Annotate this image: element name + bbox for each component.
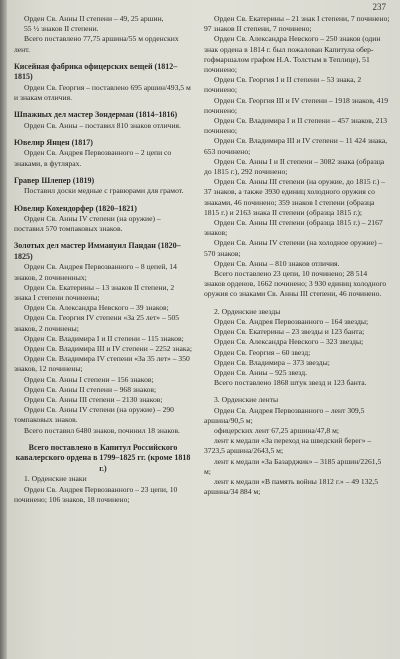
page-number: 237 xyxy=(372,2,386,12)
text-line: Орден Св. Анны IV степени (на холодное оружие) – 570 знаков; xyxy=(204,238,383,258)
section-heading: Золотых дел мастер Иммануил Пандан (1820–1825) xyxy=(14,241,181,261)
left-block xyxy=(14,241,192,435)
text-line: Орден Св. Анны II степени – 968 знаков; xyxy=(24,384,157,394)
text-line: Орден Св. Андрея Первозванного – 23 цепи, 10 починено; 106 знаков, 18 починено; xyxy=(14,484,178,504)
right-block xyxy=(204,307,390,389)
text-line: Орден Св. Анны III степени – 2130 знаков; xyxy=(24,395,163,405)
right-block xyxy=(204,14,390,300)
text-line: Орден Св. Анны III степени (образца 1815 г.) – 2167 знаков; xyxy=(204,218,383,238)
text-line: Орден Св. Владимира I и II степени – 457 знаков, 213 починено; xyxy=(204,116,388,136)
text-line: Орден Св. Владимира IV степени «За 35 лет» – 350 знаков, 12 починены; xyxy=(14,354,190,374)
text-line: офицерских лент 67,25 аршина/47,8 м; xyxy=(214,425,339,435)
text-line: Орден Св. Владимира III и IV степени – 11 424 знака, 653 починено; xyxy=(204,136,388,156)
text-line: Орден Св. Георгия – поставлено 695 аршин/493,5 м и знакам отличия. xyxy=(14,82,191,103)
text-line: Орден Св. Анны – 925 звезд. xyxy=(214,367,308,377)
text-line: 2. Орденские звезды xyxy=(214,306,281,316)
left-block xyxy=(14,62,192,103)
text-line: Всего поставлено 23 цепи, 10 починено; 28 514 знаков орденов, 1662 починено; 3 930 единиц холодного оружия со знаками Св. Анны III степени, 46 починено. xyxy=(204,269,387,299)
left-column xyxy=(14,14,192,512)
text-line: Орден Св. Александра Невского – 39 знаков; xyxy=(24,303,169,313)
right-block xyxy=(204,395,390,497)
text-line: Всего поставлено 1868 штук звезд и 123 банта. xyxy=(214,378,367,388)
text-line: Орден Св. Александра Невского – 323 звезды; xyxy=(214,337,364,347)
text-line: Орден Св. Екатерины – 23 звезды и 123 банта; xyxy=(214,327,365,337)
left-block xyxy=(14,176,192,197)
text-line: лент к медали «В память войны 1812 г.» – 49 132,5 аршина/34 884 м; xyxy=(204,476,378,497)
left-block xyxy=(14,443,192,505)
text-line: Орден Св. Анны IV степени (на оружие) – 290 томпаковых знаков. xyxy=(14,405,174,425)
text-line: Всего поставил 6480 знаков, починил 18 знаков. xyxy=(24,425,180,435)
text-line: Орден Св. Владимира I и II степени – 115 знаков; xyxy=(24,333,184,343)
text-line: Орден Св. Анны II степени – 49, 25 аршин, xyxy=(24,14,164,23)
text-line: Всего поставлено 77,75 аршина/55 м орденских лент. xyxy=(14,34,179,54)
text-line: Орден Св. Анны I степени – 156 знаков; xyxy=(24,374,154,384)
text-line: Орден Св. Екатерины – 21 знак I степени, 7 починено; 97 знаков II степени, 7 починено; xyxy=(204,14,390,34)
left-block xyxy=(14,110,192,131)
text-line: Орден Св. Георгия I и II степени – 53 знака, 2 починено; xyxy=(204,75,362,95)
left-block xyxy=(14,138,192,169)
text-line: 1. Орденские знаки xyxy=(24,474,87,484)
section-heading: Ювелир Кохендорфер (1820–1821) xyxy=(14,203,137,213)
section-heading: Шпажных дел мастер Зондерман (1814–1816) xyxy=(14,110,178,120)
left-block xyxy=(14,204,192,235)
text-line: 55 ½ знаков II степени. xyxy=(24,24,99,34)
text-line: лент к медали «За переход на шведский берег» – 3723,5 аршина/2643,5 м; xyxy=(204,436,372,456)
section-heading: Гравер Шлепер (1819) xyxy=(14,175,95,185)
text-line: Орден Св. Александра Невского – 250 знаков (один знак ордена в 1814 г. был пожалован Капитула обер-гофмаршалом графом Н.А. Толстым в Теплице), 51 починено; xyxy=(204,34,381,75)
text-line: Орден Св. Андрея Первозванного – 2 цепи со знаками, в футлярах. xyxy=(14,148,172,168)
text-line: Орден Св. Георгия III и IV степени – 1918 знаков, 419 починено; xyxy=(204,95,388,115)
text-line: Орден Св. Андрея Первозванного – 8 цепей, 14 знаков, 2 починенных; xyxy=(14,262,177,282)
text-line: лент к медали «За Базарджик» – 3185 аршин/2261,5 м; xyxy=(204,456,382,476)
text-line: Орден Св. Георгия IV степени «За 25 лет» – 505 знаков, 2 починены; xyxy=(14,313,180,333)
text-line: Поставил доски медные с гравюрами для грамот. xyxy=(24,186,184,196)
text-line: Орден Св. Анны III степени (на оружие, до 1815 г.) – 37 знаков, а также 3930 единиц холодного оружия со знаками, 46 починено; 359 знаков I степени (образца 1815 г.) и 2163 знака II степени (образца 1815 г.); xyxy=(204,177,385,217)
text-line: 3. Орденские ленты xyxy=(214,395,279,405)
text-line: Орден Св. Анны IV степени (на оружие) – поставил 570 томпаковых знаков. xyxy=(14,214,161,234)
section-heading: Всего поставлено в Капитул Российского кавалерского ордена в 1799–1825 гг. (кроме 1818 г.) xyxy=(15,442,191,473)
text-line: Орден Св. Анны I и II степени – 3082 знака (образца до 1815 г.), 292 починено; xyxy=(204,156,385,177)
text-line: Орден Св. Владимира III и IV степени – 2252 знака; xyxy=(24,344,192,354)
section-heading: Кисейная фабрика офицерских вещей (1812–1815) xyxy=(14,61,178,82)
left-block xyxy=(14,14,192,55)
section-heading: Ювелир Янцен (1817) xyxy=(14,137,93,147)
text-line: Орден Св. Екатерины – 13 знаков II степени, 2 знака I степени починены; xyxy=(14,282,175,303)
book-spine xyxy=(0,0,7,659)
text-line: Орден Св. Андрея Первозванного – лент 309,5 аршина/90,5 м; xyxy=(204,405,365,425)
text-line: Орден Св. Владимира – 373 звезды; xyxy=(214,357,330,367)
text-line: Орден Св. Анны – 810 знаков отличия. xyxy=(214,258,340,268)
text-line: Орден Св. Андрея Первозванного – 164 звезды; xyxy=(214,316,369,326)
text-line: Орден Св. Анны – поставил 810 знаков отличия. xyxy=(24,120,181,130)
right-column xyxy=(204,14,390,504)
text-line: Орден Св. Георгия – 60 звезд; xyxy=(214,347,311,357)
